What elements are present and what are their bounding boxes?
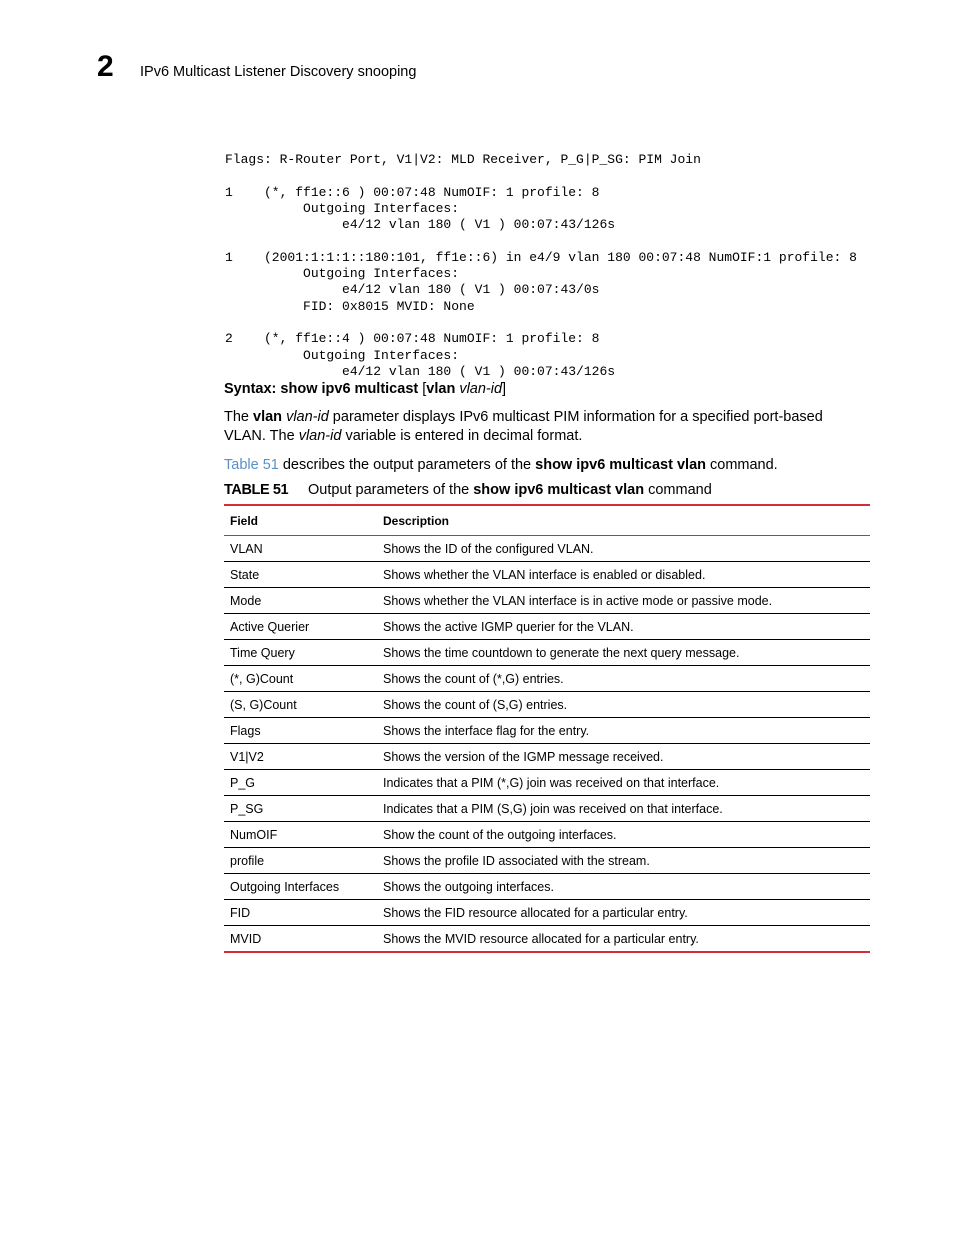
chapter-number: 2 (97, 50, 114, 83)
cell-field: V1|V2 (224, 744, 377, 770)
ref-command: show ipv6 multicast vlan (535, 457, 706, 473)
chapter-title: IPv6 Multicast Listener Discovery snooping (140, 64, 417, 80)
table-row (224, 666, 870, 692)
table-row (224, 536, 870, 562)
cell-description: Shows the count of (S,G) entries. (377, 692, 870, 718)
para-text-3: variable is entered in decimal format. (341, 427, 583, 444)
table-row (224, 562, 870, 588)
table-row (224, 822, 870, 848)
table-row (224, 874, 870, 900)
table-row (224, 640, 870, 666)
cell-description: Shows the FID resource allocated for a particular entry. (377, 900, 870, 926)
table-header-row (224, 505, 870, 536)
table-row (224, 848, 870, 874)
cell-field: Time Query (224, 640, 377, 666)
cell-description: Shows the outgoing interfaces. (377, 874, 870, 900)
cell-field: (S, G)Count (224, 692, 377, 718)
cell-field: NumOIF (224, 822, 377, 848)
table-number: TABLE 51 (224, 482, 289, 498)
table-row (224, 588, 870, 614)
cell-field: MVID (224, 926, 377, 953)
header-field: Field (224, 505, 377, 536)
syntax-line (224, 381, 506, 397)
syntax-variable: vlan-id (459, 381, 503, 397)
cell-description: Indicates that a PIM (*,G) join was received on that interface. (377, 770, 870, 796)
cell-field: FID (224, 900, 377, 926)
para-text-1: The (224, 409, 254, 425)
cell-field: Flags (224, 718, 377, 744)
ref-text-1: describes the output parameters of the (278, 457, 536, 473)
table-row (224, 926, 870, 953)
cell-field: P_SG (224, 796, 377, 822)
cell-field: VLAN (230, 541, 263, 556)
cell-description: Shows the active IGMP querier for the VLAN. (377, 614, 870, 640)
cell-description: Shows the version of the IGMP message received. (377, 744, 870, 770)
table-row (224, 900, 870, 926)
cell-field: State (224, 562, 377, 588)
table-row (224, 770, 870, 796)
table-row (224, 614, 870, 640)
caption-text-2: command (644, 482, 712, 498)
para-keyword: vlan (253, 409, 283, 425)
header-description: Description (377, 505, 870, 536)
output-parameters-table (224, 504, 870, 953)
table-row (224, 718, 870, 744)
cell-field: (*, G)Count (224, 666, 377, 692)
para-variable-1: vlan-id (286, 409, 329, 425)
syntax-command: show ipv6 multicast (280, 381, 419, 397)
cell-description: Shows the interface flag for the entry. (377, 718, 870, 744)
cell-description: Shows whether the VLAN interface is enabled or disabled. (377, 562, 870, 588)
cell-description: Shows whether the VLAN interface is in active mode or passive mode. (377, 588, 870, 614)
command-output: Flags: R-Router Port, V1|V2: MLD Receiver, P_G|P_SG: PIM Join 1 (*, ff1e::6 ) 00:07:48 NumOIF: 1 profile: 8 Outgoing Interfaces: e4/12 vlan 180 ( V1 ) 00:07:43/126s 1 (2001:1:1:1::180:101, ff1e::6) in e4/9 vlan 180 00:07:48 NumOIF:1 profile: 8 Outgoing Interfaces: e4/12 vlan 180 ( V1 ) 00:07:43/0s FID: 0x8015 MVID: None 2 (*, ff1e::4 ) 00:07:48 NumOIF: 1 profile: 8 Outgoing Interfaces: e4/12 vlan 180 ( V1 ) 00:07:43/126s (225, 152, 857, 379)
para-variable-2: vlan-id (298, 427, 342, 444)
cell-field: Mode (224, 588, 377, 614)
cell-field: Outgoing Interfaces (224, 874, 377, 900)
ref-text-2: command. (705, 457, 778, 473)
cell-description: Shows the MVID resource allocated for a particular entry. (377, 926, 870, 953)
table-link[interactable]: Table 51 (224, 457, 279, 473)
cell-field: Active Querier (224, 614, 377, 640)
cell-description: Shows the count of (*,G) entries. (377, 666, 870, 692)
syntax-label: Syntax: (224, 381, 277, 397)
table-row (224, 692, 870, 718)
cell-description: Shows the time countdown to generate the next query message. (377, 640, 870, 666)
cell-field: profile (224, 848, 377, 874)
cell-description: Show the count of the outgoing interfaces. (377, 822, 870, 848)
table-row (224, 796, 870, 822)
table-caption (224, 482, 712, 498)
table-row (224, 744, 870, 770)
caption-text-1: Output parameters of the (308, 482, 474, 498)
cell-description: Shows the ID of the configured VLAN. (383, 541, 594, 556)
cell-field: P_G (224, 770, 377, 796)
description-paragraph (224, 408, 864, 445)
cell-description: Shows the profile ID associated with the stream. (377, 848, 870, 874)
caption-command: show ipv6 multicast vlan (473, 482, 645, 498)
syntax-open-bracket: [ (418, 381, 427, 397)
syntax-keyword: vlan (426, 381, 456, 397)
cell-description: Indicates that a PIM (S,G) join was received on that interface. (377, 796, 870, 822)
para-text-2: parameter displays IPv6 multicast PIM information for a specified port-based VLAN. The (224, 409, 823, 444)
table-reference (224, 457, 778, 473)
syntax-close-bracket: ] (502, 381, 507, 397)
